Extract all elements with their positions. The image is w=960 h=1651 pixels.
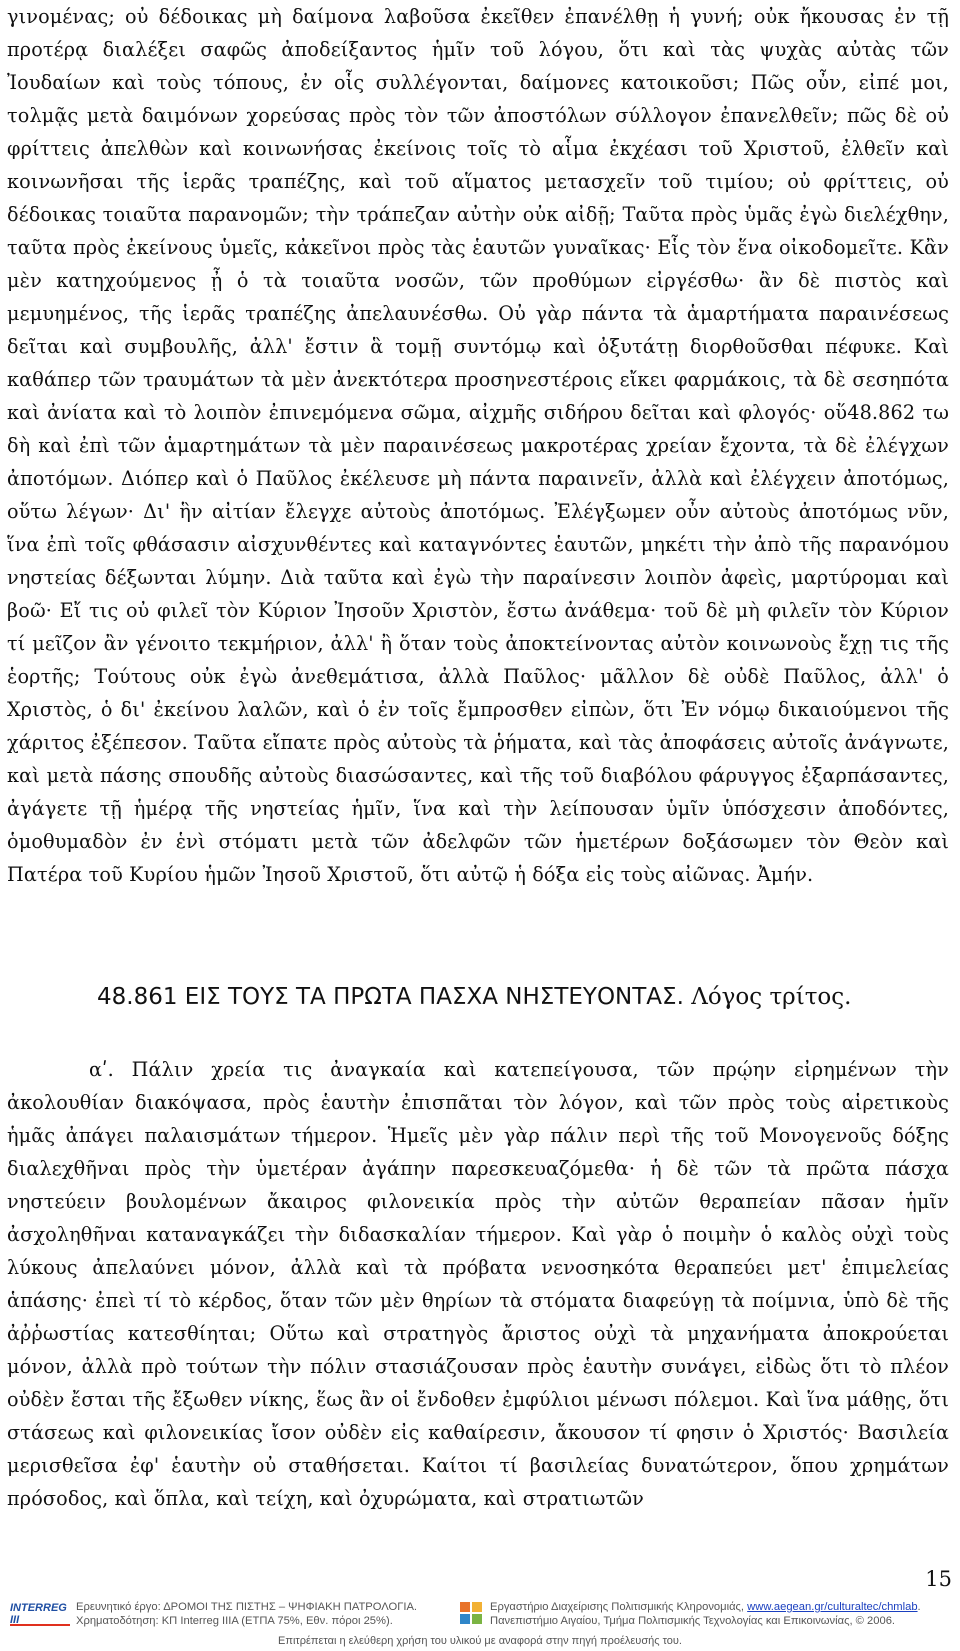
interreg-logo-icon: INTERREG III	[10, 1604, 70, 1626]
page-number: 15	[925, 1567, 952, 1591]
footer-left	[10, 1600, 417, 1628]
footer-lab-link[interactable]: www.aegean.gr/culturaltec/chmlab	[747, 1601, 918, 1613]
footer-project-line: Ερευνητικό έργο: ΔΡΟΜΟΙ ΤΗΣ ΠΙΣΤΗΣ – ΨΗΦΙΑΚΗ ΠΑΤΡΟΛΟΓΙΑ.	[76, 1601, 418, 1613]
heading-main: 48.861 ΕΙΣ ΤΟΥΣ ΤΑ ΠΡΩΤΑ ΠΑΣΧΑ ΝΗΣΤΕΥΟΝΤΑΣ.	[97, 984, 684, 1010]
body-paragraph-2	[7, 1053, 949, 1515]
footer-university-line: Πανεπιστήμιο Αιγαίου, Τμήμα Πολιτισμικής Τεχνολογίας και Επικοινωνίας, © 2006.	[490, 1615, 896, 1627]
footer-lab-line	[490, 1600, 921, 1614]
footer-lab-text: Εργαστήριο Διαχείρισης Πολιτισμικής Κληρονομιάς,	[490, 1601, 748, 1613]
section-heading	[0, 977, 952, 1017]
body-text-bottom	[0, 1053, 956, 1515]
lab-logo-icon	[460, 1602, 484, 1626]
footer-usage-note: Επιτρέπεται η ελεύθερη χρήση του υλικού με αναφορά στην πηγή προέλευσής του.	[278, 1635, 682, 1647]
footer-lab-end: .	[917, 1601, 921, 1613]
footer-left-lines	[76, 1600, 417, 1628]
footer-funding-line: Χρηματοδότηση: ΚΠ Interreg IIIA (ΕΤΠΑ 75%, Εθν. πόροι 25%).	[76, 1615, 393, 1627]
page-footer	[0, 1592, 960, 1651]
footer-right	[460, 1600, 921, 1628]
heading-sub: Λόγος τρίτος.	[691, 984, 852, 1010]
body-paragraph-1: γινομένας; οὐ δέδοικας μὴ δαίμονα λαβοῦσα ἐκεῖθεν ἐπανέλθῃ ἡ γυνή; οὐκ ἤκουσας ἐν τῇ προτέρᾳ διαλέξει σαφῶς ἀποδείξαντος ἡμῖν τοῦ λόγου, ὅτι καὶ τὰς ψυχὰς αὐτὰς τῶν Ἰουδαίων καὶ τοὺς τόπους, ἐν οἷς συλλέγονται, δαίμονες κατοικοῦσι; Πῶς οὖν, εἰπέ μοι, τολμᾷς μετὰ δαιμόνων χορεύσας πρὸς τὸν τῶν ἀποστόλων σύλλογον ἐπανελθεῖν; πῶς δὲ οὐ φρίττεις ἀπελθὼν καὶ κοινωνήσας ἐκείνοις τοῖς τὸ αἷμα ἐκχέασι τοῦ Χριστοῦ, ἐλθεῖν καὶ κοινωνῆσαι τῆς ἱερᾶς τραπέζης, καὶ τοῦ αἵματος μετασχεῖν τοῦ τιμίου; οὐ φρίττεις, οὐ δέδοικας τοιαῦτα παρανομῶν; τὴν τράπεζαν αὐτὴν οὐκ αἰδῇ; Ταῦτα πρὸς ὑμᾶς ἐγὼ διελέχθην, ταῦτα πρὸς ἐκείνους ὑμεῖς, κἀκεῖνοι πρὸς τὰς ἑαυτῶν γυναῖκας· Εἷς τὸν ἕνα οἰκοδομεῖτε. Κἂν μὲν κατηχούμενος ᾖ ὁ τὰ τοιαῦτα νοσῶν, τῶν προθύμων εἰργέσθω· ἂν δὲ πιστὸς καὶ μεμυημένος, τῆς ἱερᾶς τραπέζης ἀπελαυνέσθω. Οὐ γὰρ πάντα τὰ ἁμαρτήματα παραινέσεως δεῖται καὶ συμβουλῆς, ἀλλ' ἔστιν ἃ τομῇ συντόμῳ καὶ ὀξυτάτῃ διορθοῦσθαι πέφυκε. Καὶ καθάπερ τῶν τραυμάτων τὰ μὲν ἀνεκτότερα προσηνεστέροις εἴκει φαρμάκοις, τὰ δὲ σεσηπότα καὶ ἀνίατα καὶ τὸ λοιπὸν ἐπινεμόμενα σῶμα, αἰχμῆς σιδήρου δεῖται καὶ φλογός· οὕ48.862 τω δὴ καὶ ἐπὶ τῶν ἁμαρτημάτων τὰ μὲν παραινέσεως μακροτέρας χρείαν ἔχοντα, τὰ δὲ ἐλέγχων ἀποτόμων. Διόπερ καὶ ὁ Παῦλος ἐκέλευσε μὴ πάντα παραινεῖν, ἀλλὰ καὶ ἐλέγχειν ἀποτόμως, οὕτω λέγων· Δι' ἣν αἰτίαν ἔλεγχε αὐτοὺς ἀποτόμως. Ἐλέγξωμεν οὖν αὐτοὺς ἀποτόμως νῦν, ἵνα ἐπὶ τοῖς φθάσασιν αἰσχυνθέντες καὶ καταγνόντες ἑαυτῶν, μηκέτι τὴν ἀπὸ τῆς παρανόμου νηστείας δέξωνται λύμην. Διὰ ταῦτα καὶ ἐγὼ τὴν παραίνεσιν λοιπὸν ἀφεὶς, μαρτύρομαι καὶ βοῶ· Εἴ τις οὐ φιλεῖ τὸν Κύριον Ἰησοῦν Χριστὸν, ἔστω ἀνάθεμα· τοῦ δὲ μὴ φιλεῖν τὸν Κύριον τί μεῖζον ἂν γένοιτο τεκμήριον, ἀλλ' ἢ ὅταν τοὺς ἀποκτείνοντας αὐτὸν κοινωνοὺς ἔχῃ τις τῆς ἑορτῆς; Τούτους οὐκ ἐγὼ ἀνεθεμάτισα, ἀλλὰ Παῦλος· μᾶλλον δὲ οὐδὲ Παῦλος, ἀλλ' ὁ Χριστὸς, ὁ δι' ἐκείνου λαλῶν, καὶ ὁ ἐν τοῖς ἔμπροσθεν εἰπὼν, ὅτι Ἐν νόμῳ δικαιούμενοι τῆς χάριτος ἐξέπεσον. Ταῦτα εἴπατε πρὸς αὐτοὺς τὰ ῥήματα, καὶ τὰς ἀποφάσεις αὐτοῖς ἀνάγνωτε, καὶ μετὰ πάσης σπουδῆς αὐτοὺς διασώσαντες, καὶ τῆς τοῦ διαβόλου φάρυγγος ἐξαρπάσαντες, ἀγάγετε τῇ ἡμέρᾳ τῆς νηστείας ἡμῖν, ἵνα καὶ τὴν λείπουσαν ὑμῖν ὑπόσχεσιν ἀποδόντες, ὁμοθυμαδὸν ἐν ἑνὶ στόματι μετὰ τῶν ἀδελφῶν τῶν ἡμετέρων δοξάσωμεν τὸν Θεὸν καὶ Πατέρα τοῦ Κυρίου ἡμῶν Ἰησοῦ Χριστοῦ, ὅτι αὐτῷ ἡ δόξα εἰς τοὺς αἰῶνας. Ἀμήν.	[7, 5, 949, 886]
footer-right-lines	[490, 1600, 921, 1628]
body-paragraph-2-text: αʹ. Πάλιν χρεία τις ἀναγκαία καὶ κατεπείγουσα, τῶν πρῴην εἰρημένων τὴν ἀκολουθίαν διακόψασα, πρὸς ἑαυτὴν ἐπισπᾶται τὸν λόγον, καὶ τῶν πρὸς τοὺς αἱρετικοὺς ἡμᾶς ἀπάγει παλαισμάτων τήμερον. Ἡμεῖς μὲν γὰρ πάλιν περὶ τῆς τοῦ Μονογενοῦς δόξης διαλεχθῆναι πρὸς τὴν ὑμετέραν ἀγάπην παρεσκευαζόμεθα· ἡ δὲ τῶν τὰ πρῶτα πάσχα νηστεύειν βουλομένων ἄκαιρος φιλονεικία πρὸς τὴν αὐτῶν θεραπείαν πᾶσαν ἡμῖν ἀσχοληθῆναι καταναγκάζει τὴν διδασκαλίαν τήμερον. Καὶ γὰρ ὁ ποιμὴν ὁ καλὸς οὐχὶ τοὺς λύκους ἀπελαύνει μόνον, ἀλλὰ καὶ τὰ πρόβατα νενοσηκότα θεραπεύει μετ' ἐπιμελείας ἁπάσης· ἐπεὶ τί τὸ κέρδος, ὅταν τῶν μὲν θηρίων τὰ στόματα διαφεύγῃ τὰ ποίμνια, ὑπὸ δὲ τῆς ἀῤῥωστίας κατεσθίηται; Οὕτω καὶ στρατηγὸς ἄριστος οὐχὶ τὰ μηχανήματα ἀποκρούεται μόνον, ἀλλὰ πρὸ τούτων τὴν πόλιν στασιάζουσαν πρὸς ἑαυτὴν συνάγει, εἰδὼς ὅτι τὸ πλέον οὐδὲν ἔσται τῆς ἔξωθεν νίκης, ἕως ἂν οἱ ἔνδοθεν ἐμφύλιοι μένωσι πόλεμοι. Καὶ ἵνα μάθῃς, ὅτι στάσεως καὶ φιλονεικίας ἴσον οὐδὲν εἰς καθαίρεσιν, ἄκουσον τί φησιν ὁ Χριστός· Βασιλεία μερισθεῖσα ἐφ' ἑαυτὴν οὐ σταθήσεται. Καίτοι τί βασιλείας δυνατώτερον, ὅπου χρημάτων πρόσοδος, καὶ ὅπλα, καὶ τείχη, καὶ ὀχυρώματα, καὶ στρατιωτῶν	[7, 1058, 949, 1510]
